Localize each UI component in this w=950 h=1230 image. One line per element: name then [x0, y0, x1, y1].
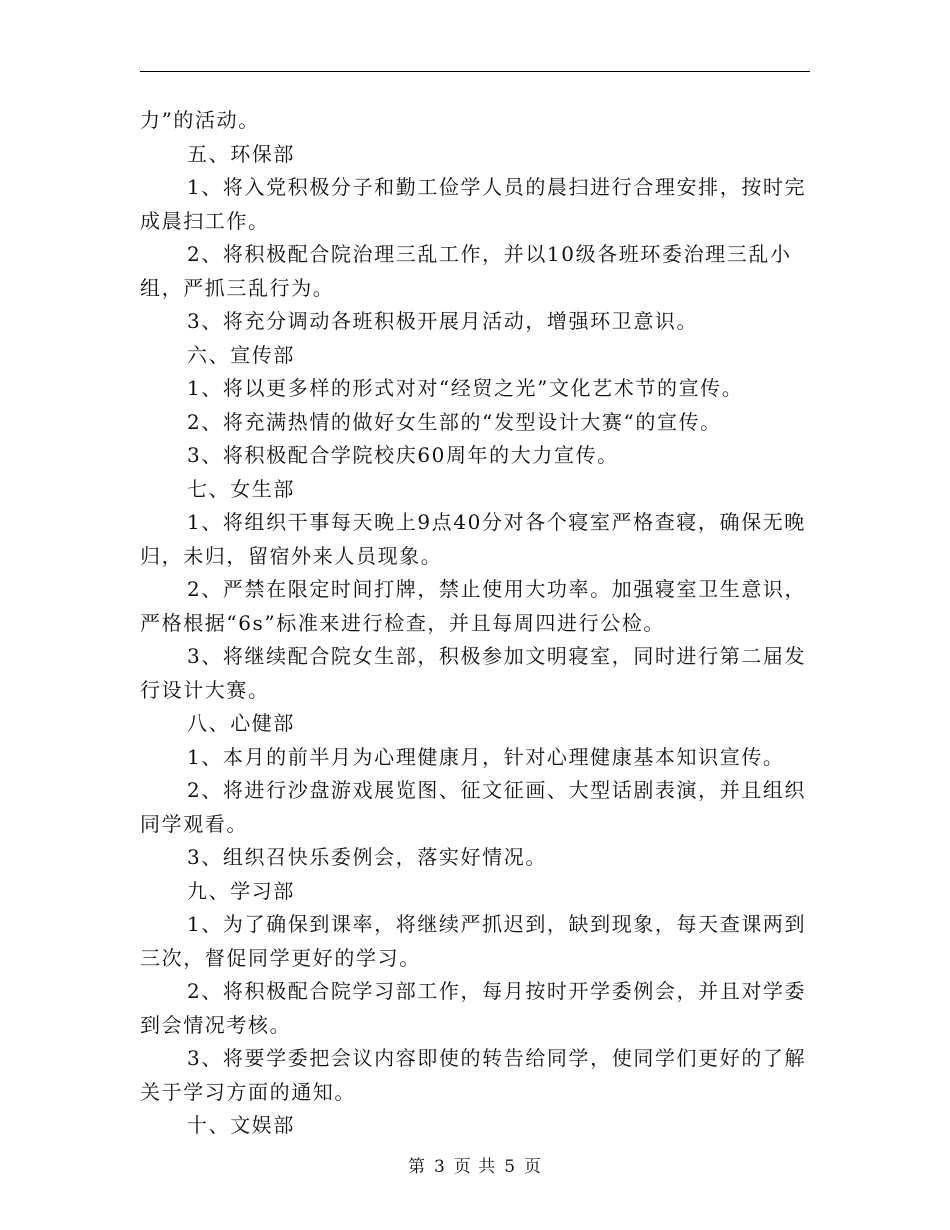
footer-suffix: 页	[524, 1157, 543, 1177]
paragraph: 2、严禁在限定时间打牌，禁止使用大功率。加强寝室卫生意识，严格根据“6s”标准来进行检查，并且每周四进行公检。	[140, 577, 807, 635]
paragraph: 3、将充分调动各班积极开展月活动，增强环卫意识。	[187, 309, 699, 333]
document-body	[140, 104, 812, 1143]
paragraph: 1、将组织干事每天晚上9点40分对各个寝室严格查寝，确保无晚归，未归，留宿外来人员现象。	[140, 510, 806, 568]
paragraph: 2、将充满热情的做好女生部的“发型设计大赛“的宣传。	[187, 409, 722, 434]
page-footer	[0, 1152, 950, 1177]
section-heading: 五、环保部	[187, 141, 295, 166]
page-number: 3	[433, 1157, 446, 1177]
paragraph: 3、组织召快乐委例会，落实好情况。	[187, 845, 547, 869]
paragraph: 2、将积极配合院治理三乱工作，并以10级各班环委治理三乱小组，严抓三乱行为。	[140, 242, 792, 300]
section-heading: 六、宣传部	[187, 342, 295, 367]
paragraph: 3、将要学委把会议内容即使的转告给同学，使同学们更好的了解关于学习方面的通知。	[140, 1046, 807, 1104]
paragraph: 1、将以更多样的形式对对“经贸之光”文化艺术节的宣传。	[187, 376, 744, 400]
paragraph: 1、将入党积极分子和勤工俭学人员的晨扫进行合理安排，按时完成晨扫工作。	[140, 175, 807, 233]
paragraph: 3、将积极配合学院校庆60周年的大力宣传。	[187, 443, 619, 467]
footer-prefix: 第	[407, 1157, 426, 1177]
page-total: 5	[504, 1157, 517, 1177]
paragraph: 2、将进行沙盘游戏展览图、征文征画、大型话剧表演，并且组织同学观看。	[140, 778, 807, 836]
paragraph: 1、本月的前半月为心理健康月，针对心理健康基本知识宣传。	[187, 744, 785, 769]
paragraph: 1、为了确保到课率，将继续严抓迟到，缺到现象，每天查课两到三次，督促同学更好的学习。	[140, 912, 807, 970]
footer-middle: 页 共	[453, 1157, 497, 1177]
paragraph: 3、将继续配合院女生部，积极参加文明寝室，同时进行第二届发行设计大赛。	[140, 644, 807, 702]
paragraph: 力”的活动。	[140, 108, 260, 132]
paragraph: 2、将积极配合院学习部工作，每月按时开学委例会，并且对学委到会情况考核。	[140, 979, 807, 1037]
section-heading: 八、心健部	[187, 711, 295, 735]
section-heading: 十、文娱部	[187, 1113, 295, 1137]
section-heading: 七、女生部	[187, 476, 295, 501]
header-rule	[140, 71, 810, 72]
section-heading: 九、学习部	[187, 878, 295, 903]
